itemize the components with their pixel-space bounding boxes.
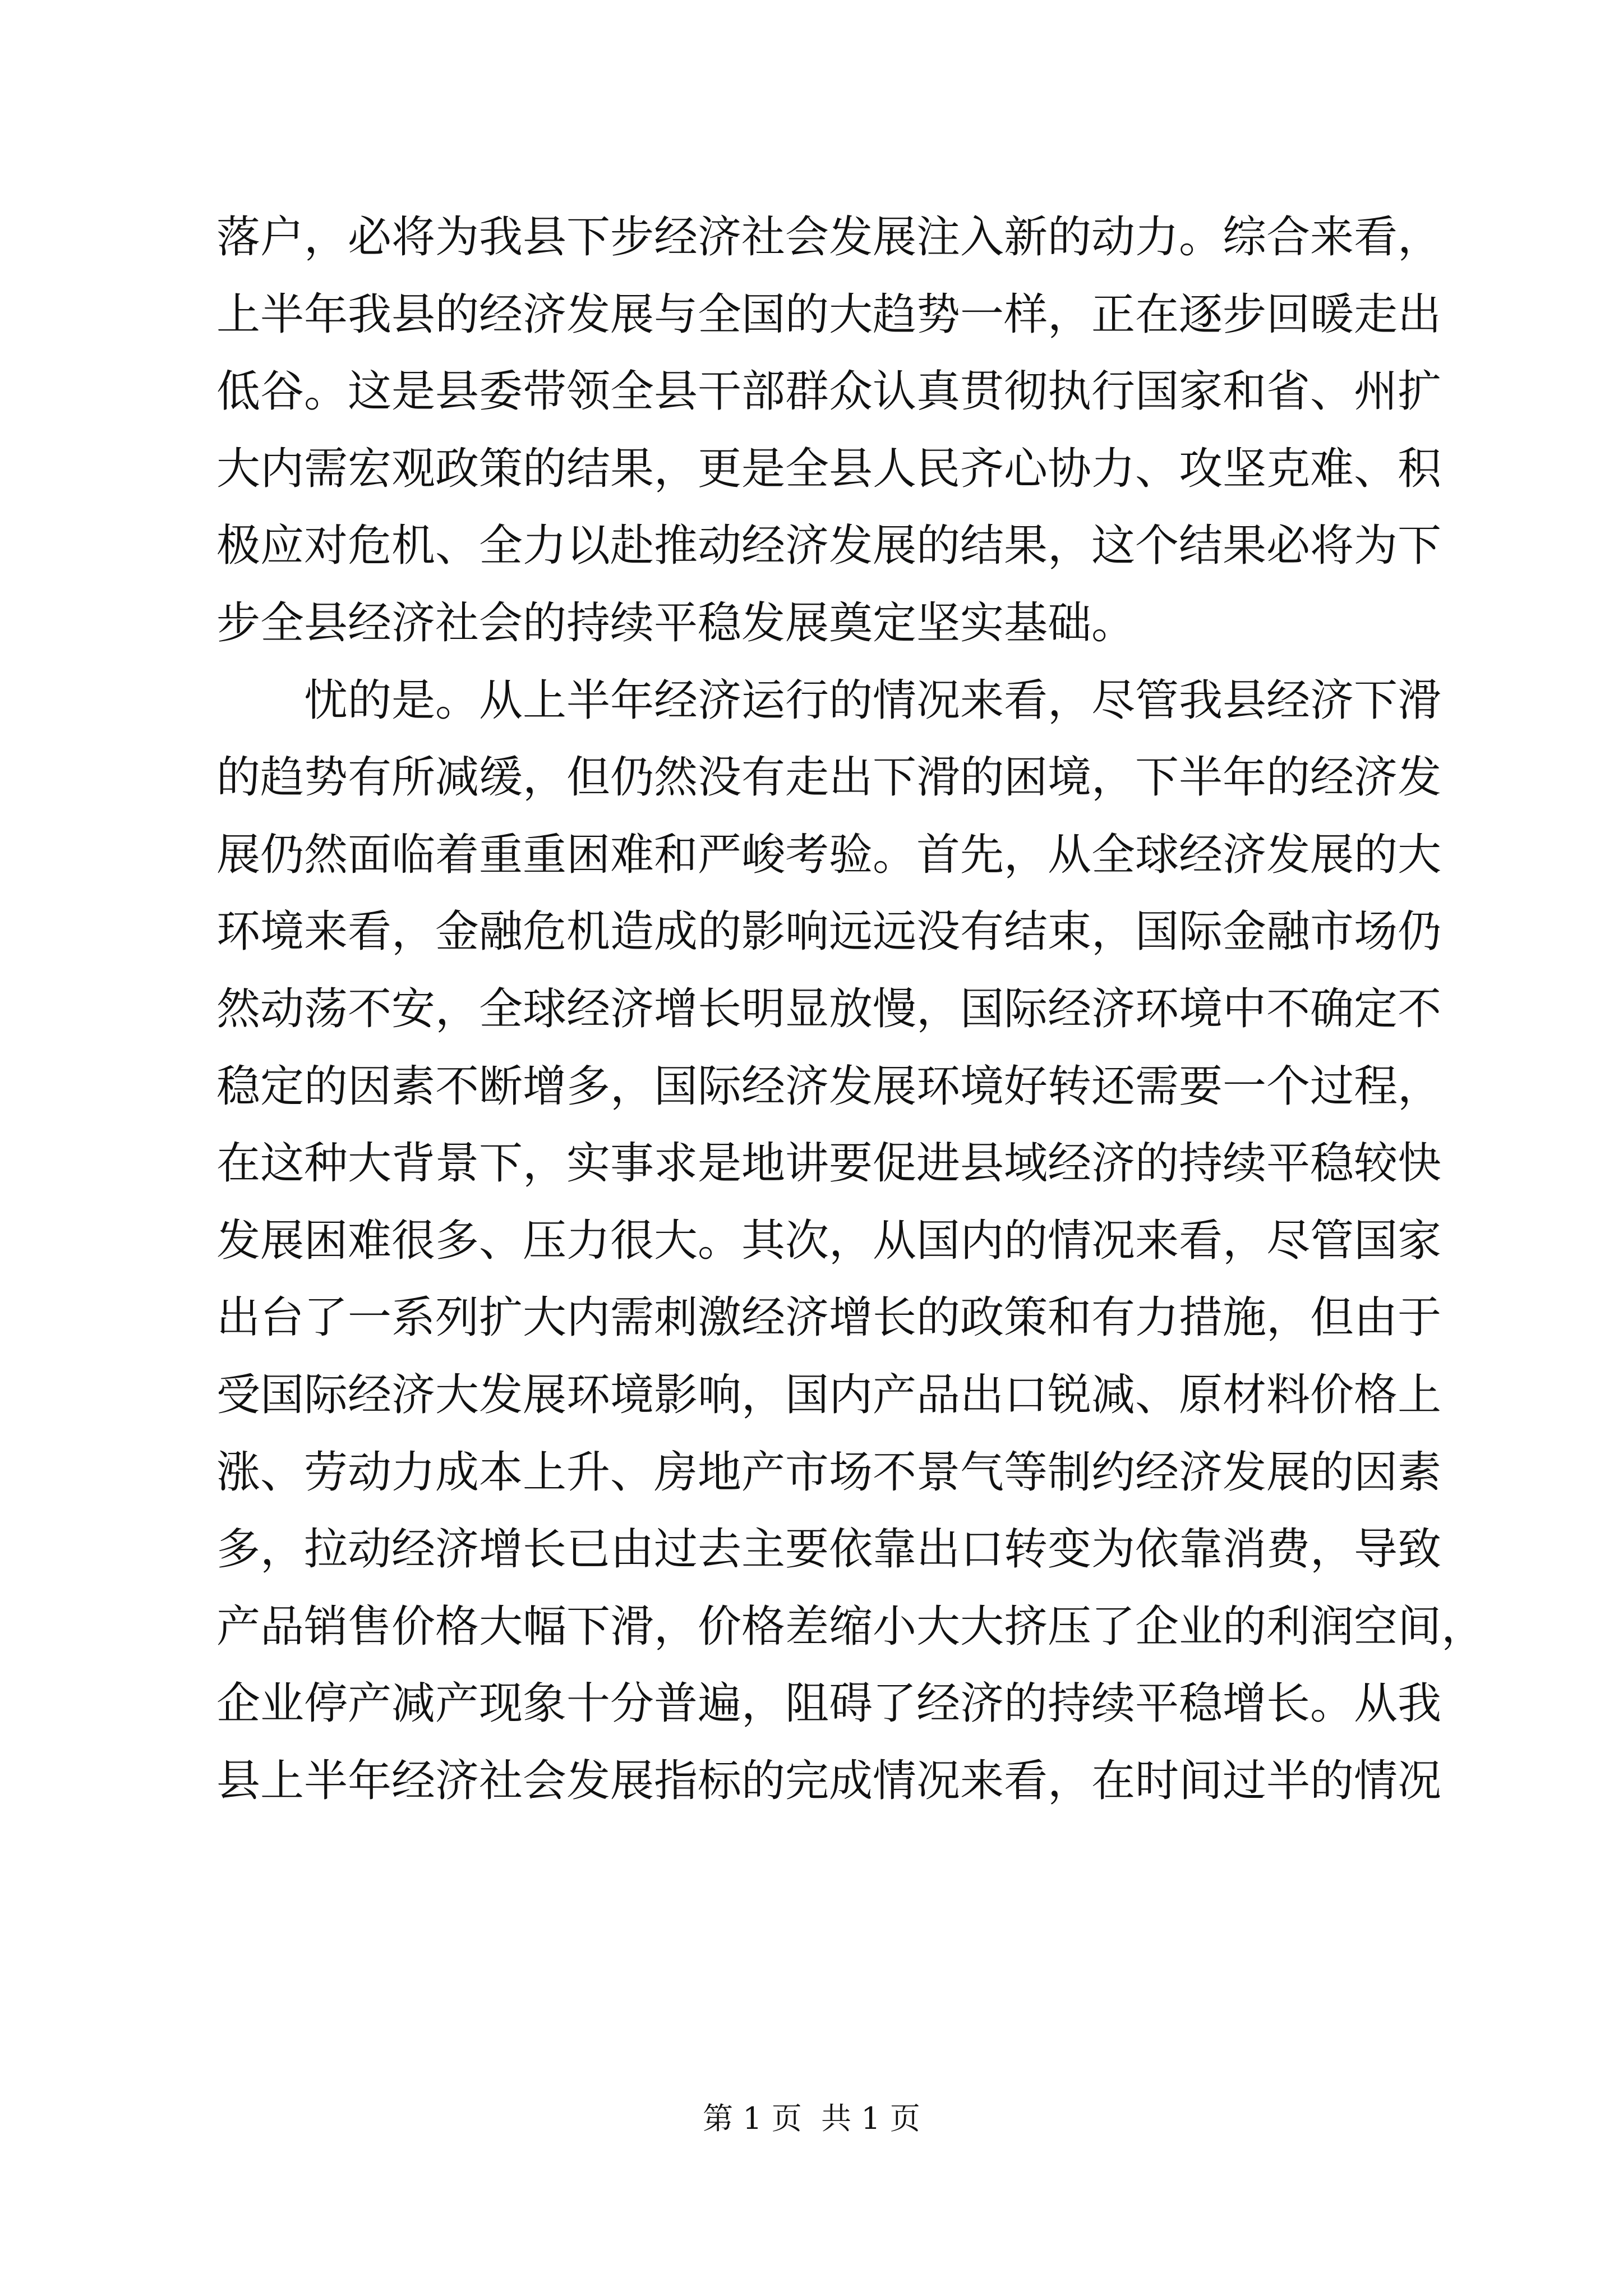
paragraph-line: 低谷。这是县委带领全县干部群众认真贯彻执行国家和省、州扩 <box>216 366 1442 417</box>
paragraph-line: 产品销售价格大幅下滑，价格差缩小大大挤压了企业的利润空间， <box>216 1601 1486 1652</box>
paragraph-line: 稳定的因素不断增多，国际经济发展环境好转还需要一个过程， <box>216 1061 1442 1112</box>
paragraph-line: 极应对危机、全力以赴推动经济发展的结果，这个结果必将为下 <box>216 521 1442 572</box>
paragraph-line: 上半年我县的经济发展与全国的大趋势一样，正在逐步回暖走出 <box>216 289 1442 340</box>
paragraph-line: 展仍然面临着重重困难和严峻考验。首先，从全球经济发展的大 <box>216 829 1442 880</box>
paragraph-line: 企业停产减产现象十分普遍，阻碍了经济的持续平稳增长。从我 <box>216 1678 1442 1729</box>
paragraph-line: 出台了一系列扩大内需刺激经济增长的政策和有力措施，但由于 <box>216 1292 1442 1343</box>
paragraph-line: 步全县经济社会的持续平稳发展奠定坚实基础。 <box>216 597 1136 648</box>
document-body <box>216 199 1486 1820</box>
paragraph-line: 发展困难很多、压力很大。其次，从国内的情况来看，尽管国家 <box>216 1215 1442 1266</box>
paragraph-line: 大内需宏观政策的结果，更是全县人民齐心协力、攻坚克难、积 <box>216 443 1442 494</box>
page-number-label: 第 1 页 共 1 页 <box>703 2101 920 2136</box>
page-footer <box>0 2099 1623 2138</box>
paragraph-line: 的趋势有所减缓，但仍然没有走出下滑的困境，下半年的经济发 <box>216 752 1442 803</box>
paragraph-first-line: 忧的是。从上半年经济运行的情况来看，尽管我县经济下滑 <box>304 675 1442 726</box>
paragraph-line: 多，拉动经济增长已由过去主要依靠出口转变为依靠消费，导致 <box>216 1524 1442 1575</box>
paragraph-line: 在这种大背景下，实事求是地讲要促进县域经济的持续平稳较快 <box>216 1138 1442 1189</box>
paragraph-line: 然动荡不安，全球经济增长明显放慢，国际经济环境中不确定不 <box>216 983 1442 1034</box>
paragraph-line: 涨、劳动力成本上升、房地产市场不景气等制约经济发展的因素 <box>216 1447 1442 1498</box>
paragraph-line: 落户，必将为我县下步经济社会发展注入新的动力。综合来看， <box>216 212 1442 263</box>
paragraph-line: 县上半年经济社会发展指标的完成情况来看，在时间过半的情况 <box>216 1755 1442 1806</box>
paragraph-line: 环境来看，金融危机造成的影响远远没有结束，国际金融市场仍 <box>216 907 1442 958</box>
paragraph-line: 受国际经济大发展环境影响，国内产品出口锐减、原材料价格上 <box>216 1369 1442 1420</box>
